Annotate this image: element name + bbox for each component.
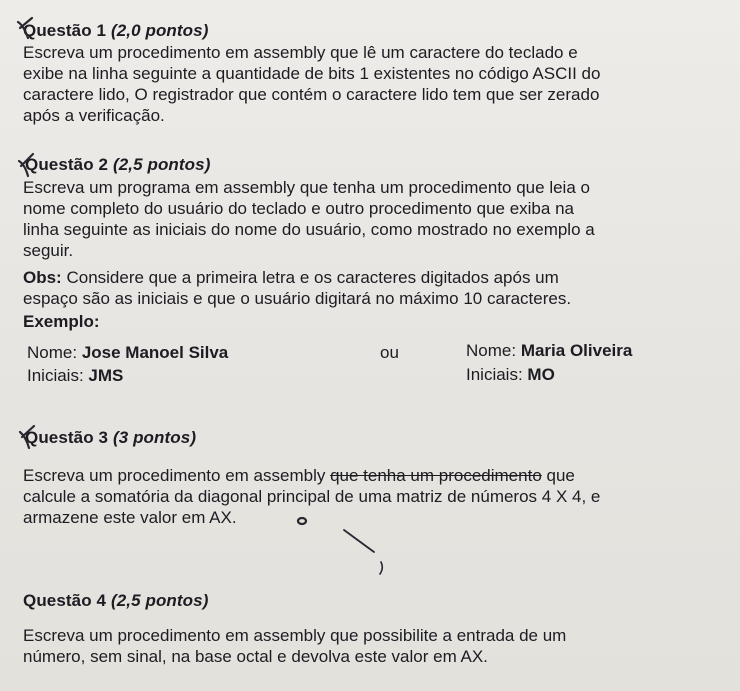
q1-line: exibe na linha seguinte a quantidade de bits 1 existentes no código ASCII do: [23, 64, 601, 83]
q2-obs-label: Obs:: [23, 268, 62, 287]
q2-line: nome completo do usuário do teclado e outro procedimento que exiba na: [23, 199, 574, 218]
ex2-ini-label: Iniciais:: [466, 365, 523, 384]
q2-obs-line-1: [23, 267, 715, 288]
ex1-ini-label: Iniciais:: [27, 366, 84, 385]
q3-struck-text: que tenha um procedimento: [330, 466, 542, 485]
q2-obs-line-2: espaço são as iniciais e que o usuário digitará no máximo 10 caracteres.: [23, 289, 572, 308]
q1-title: Questão 1: [23, 21, 107, 40]
q4-heading: [23, 591, 208, 611]
q2-ou: ou: [380, 343, 399, 362]
q1-line: Escreva um procedimento em assembly que lê um caractere do teclado e: [23, 43, 578, 62]
q1-heading: [23, 21, 208, 41]
q2-obs-text: Considere que a primeira letra e os caracteres digitados após um: [66, 268, 559, 287]
q2-line: linha seguinte as iniciais do nome do usuário, como mostrado no exemplo a: [23, 220, 595, 239]
q3-line-3: armazene este valor em AX.: [23, 508, 237, 527]
q4-line: número, sem sinal, na base octal e devolva este valor em AX.: [23, 647, 488, 666]
q2-body: [23, 177, 715, 261]
ex1-nome-label: Nome:: [27, 343, 78, 362]
q2-points: (2,5 pontos): [112, 155, 211, 174]
q2-example-1-initials: [27, 366, 123, 386]
q3-heading: [25, 428, 196, 448]
q2-example-label: Exemplo:: [23, 312, 100, 331]
q1-body: [23, 42, 715, 126]
ex2-nome-value: Maria Oliveira: [520, 341, 633, 360]
q3-points: (3 pontos): [112, 428, 197, 447]
q3-line-2: calcule a somatória da diagonal principal de uma matriz de números 4 X 4, e: [23, 487, 601, 506]
q2-title: Questão 2: [25, 155, 109, 174]
q4-body: [23, 625, 715, 667]
q3-line-1: [23, 465, 715, 486]
q2-heading: [25, 155, 210, 175]
ex2-ini-value: MO: [527, 365, 555, 384]
q1-points: (2,0 pontos): [110, 21, 209, 40]
q2-example-1-name: [27, 343, 228, 363]
q2-example-2-initials: [466, 365, 555, 385]
q4-title: Questão 4: [23, 591, 107, 610]
q2-obs: [23, 267, 715, 309]
q4-line: Escreva um procedimento em assembly que possibilite a entrada de um: [23, 626, 567, 645]
q4-points: (2,5 pontos): [110, 591, 209, 610]
q2-line: Escreva um programa em assembly que tenha um procedimento que leia o: [23, 178, 590, 197]
q3-small-glyph: [380, 562, 382, 574]
q3-title: Questão 3: [25, 428, 109, 447]
q3-body: [23, 465, 715, 528]
ex2-nome-label: Nome:: [466, 341, 517, 360]
q1-line: caractere lido, O registrador que contém o caractere lido tem que ser zerado: [23, 85, 600, 104]
q2-example-2-name: [466, 341, 632, 361]
q1-line: após a verificação.: [23, 106, 165, 125]
ex1-nome-value: Jose Manoel Silva: [81, 343, 229, 362]
q2-line: seguir.: [23, 241, 74, 260]
q3-line-1-a: Escreva um procedimento em assembly: [23, 466, 326, 485]
q3-slash-mark: [344, 530, 374, 552]
ex1-ini-value: JMS: [88, 366, 124, 385]
q3-line-1-b: que: [546, 466, 575, 485]
